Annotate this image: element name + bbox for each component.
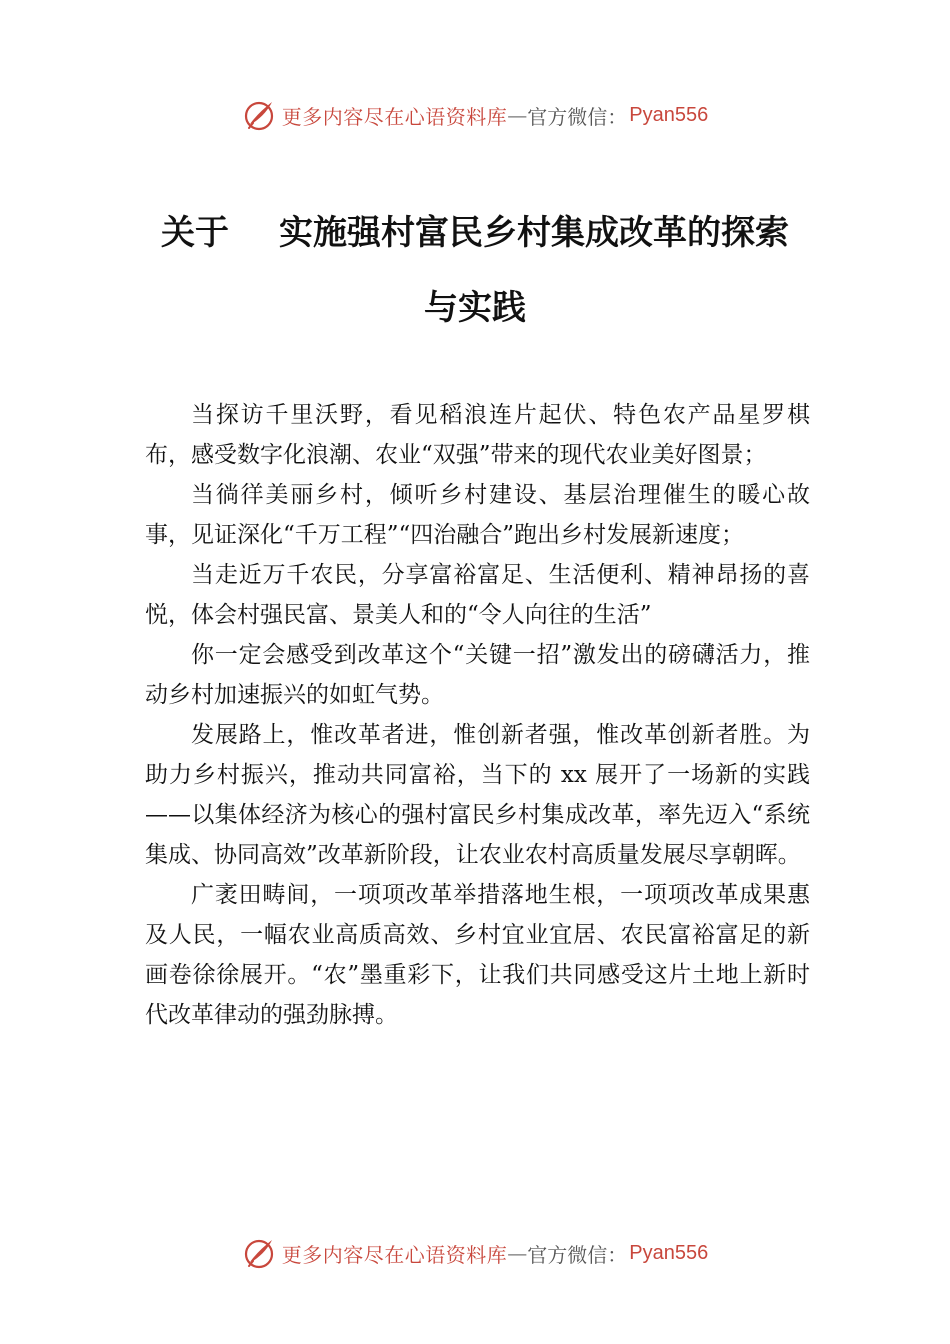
document-title-line2: 与实践 [424,288,526,328]
paragraph: 你一定会感受到改革这个“关键一招”激发出的磅礴活力，推动乡村加速振兴的如虹气势。 [145,642,810,708]
document-body [145,395,810,1035]
paragraph: 发展路上，惟改革者进，惟创新者强，惟改革创新者胜。为助力乡村振兴，推动共同富裕，当下的 xx 展开了一场新的实践——以集体经济为核心的强村富民乡村集成改革，率先迈入“系统集成、协同高效”改革新阶段，让农业农村高质量发展尽享朝晖。 [145,722,810,868]
banner-text: 更多内容尽在心语资料库 [281,104,508,129]
banner-text: 更多内容尽在心语资料库 [281,1242,508,1267]
paragraph: 当走近万千农民，分享富裕富足、生活便利、精神昂扬的喜悦，体会村强民富、景美人和的“令人向往的生活” [145,562,810,628]
title-prefix: 关于 [161,213,229,253]
quill-pen-logo-icon [242,98,276,132]
banner-wechat-id: Pyan556 [629,1241,709,1264]
banner-separator: — [507,1241,528,1265]
paragraph: 广袤田畴间，一项项改革举措落地生根，一项项改革成果惠及人民，一幅农业高质高效、乡村宜业宜居、农民富裕富足的新画卷徐徐展开。“农”墨重彩下，让我们共同感受这片土地上新时代改革律动的强劲脉搏。 [145,882,810,1028]
footer-banner [0,1233,950,1273]
header-banner [0,95,950,135]
paragraph: 当探访千里沃野，看见稻浪连片起伏、特色农产品星罗棋布，感受数字化浪潮、农业“双强”带来的现代农业美好图景； [145,402,810,468]
paragraph: 当徜徉美丽乡村，倾听乡村建设、基层治理催生的暖心故事，见证深化“千万工程”“四治融合”跑出乡村发展新速度； [145,482,810,548]
document-title-line1 [0,205,950,254]
title-main: 实施强村富民乡村集成改革的探索 [279,213,789,253]
banner-separator: — [507,103,528,127]
banner-wechat-label: 官方微信： [527,1242,628,1267]
banner-wechat-label: 官方微信： [527,104,628,129]
banner-wechat-id: Pyan556 [629,103,709,126]
quill-pen-logo-icon [242,1236,276,1270]
